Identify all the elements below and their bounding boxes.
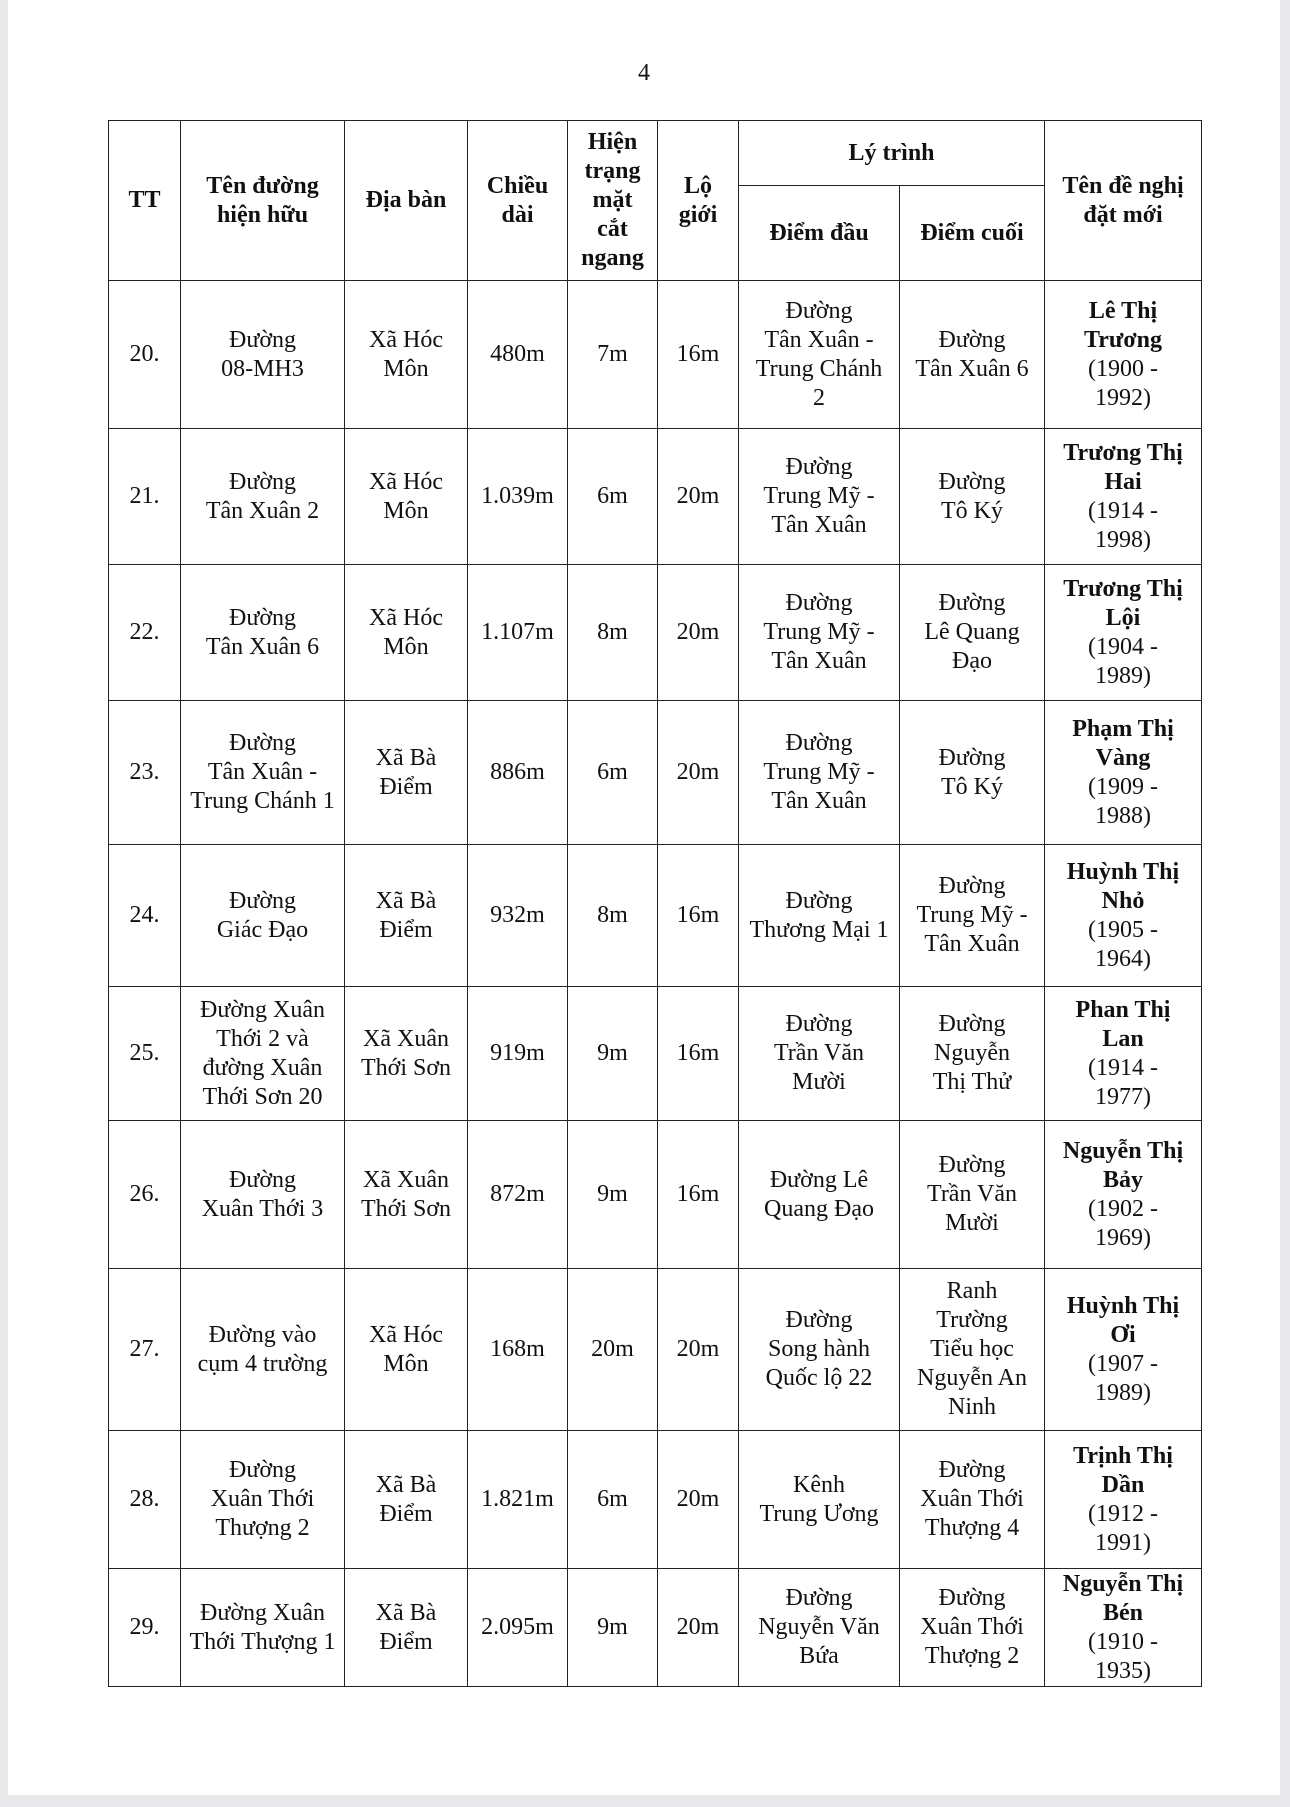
cell-dia-ban: Xã Xuân Thới Sơn <box>345 1121 468 1269</box>
cell-diem-cuoi: Ranh Trường Tiểu học Nguyễn An Ninh <box>900 1269 1045 1431</box>
header-dia-ban: Địa bàn <box>345 121 468 281</box>
header-chieu-dai: Chiều dài <box>468 121 568 281</box>
cell-diem-dau: Kênh Trung Ương <box>739 1431 900 1569</box>
cell-ten-de-nghi: Trương Thị Lội (1904 - 1989) <box>1045 565 1202 701</box>
cell-ten-de-nghi: Huỳnh Thị Nhỏ (1905 - 1964) <box>1045 845 1202 987</box>
cell-hien-trang: 7m <box>568 281 658 429</box>
cell-diem-dau: Đường Nguyễn Văn Bứa <box>739 1569 900 1687</box>
cell-lo-gioi: 20m <box>658 1269 739 1431</box>
cell-ten-de-nghi: Nguyễn Thị Bén (1910 - 1935) <box>1045 1569 1202 1687</box>
cell-diem-dau: Đường Trung Mỹ - Tân Xuân <box>739 429 900 565</box>
cell-ten-de-nghi: Lê Thị Trương (1900 - 1992) <box>1045 281 1202 429</box>
cell-diem-cuoi: Đường Xuân Thới Thượng 4 <box>900 1431 1045 1569</box>
cell-hien-trang: 8m <box>568 565 658 701</box>
cell-tt: 26. <box>109 1121 181 1269</box>
cell-ten-de-nghi: Huỳnh Thị Ơi (1907 - 1989) <box>1045 1269 1202 1431</box>
cell-diem-dau: Đường Trung Mỹ - Tân Xuân <box>739 701 900 845</box>
cell-ten-de-nghi: Nguyễn Thị Bảy (1902 - 1969) <box>1045 1121 1202 1269</box>
table-row <box>109 1569 1202 1687</box>
cell-diem-cuoi: Đường Nguyễn Thị Thử <box>900 987 1045 1121</box>
cell-chieu-dai: 1.039m <box>468 429 568 565</box>
cell-ten-de-nghi: Phạm Thị Vàng (1909 - 1988) <box>1045 701 1202 845</box>
cell-hien-trang: 6m <box>568 701 658 845</box>
page-number: 4 <box>638 60 650 86</box>
cell-ten-de-nghi: Trịnh Thị Dần (1912 - 1991) <box>1045 1431 1202 1569</box>
table-row <box>109 281 1202 429</box>
cell-lo-gioi: 16m <box>658 845 739 987</box>
table-row <box>109 1121 1202 1269</box>
cell-diem-cuoi: Đường Tô Ký <box>900 701 1045 845</box>
cell-lo-gioi: 16m <box>658 281 739 429</box>
cell-chieu-dai: 886m <box>468 701 568 845</box>
header-hien-trang: Hiện trạng mặt cắt ngang <box>568 121 658 281</box>
cell-chieu-dai: 2.095m <box>468 1569 568 1687</box>
cell-ten-duong: Đường 08-MH3 <box>181 281 345 429</box>
cell-dia-ban: Xã Bà Điểm <box>345 845 468 987</box>
cell-dia-ban: Xã Bà Điểm <box>345 1431 468 1569</box>
table-row <box>109 845 1202 987</box>
cell-hien-trang: 6m <box>568 1431 658 1569</box>
cell-hien-trang: 8m <box>568 845 658 987</box>
cell-hien-trang: 9m <box>568 1569 658 1687</box>
cell-chieu-dai: 932m <box>468 845 568 987</box>
street-naming-table <box>108 120 1202 1687</box>
table-row <box>109 565 1202 701</box>
header-ten-de-nghi: Tên đề nghị đặt mới <box>1045 121 1202 281</box>
cell-chieu-dai: 1.107m <box>468 565 568 701</box>
cell-diem-dau: Đường Tân Xuân - Trung Chánh 2 <box>739 281 900 429</box>
cell-dia-ban: Xã Bà Điểm <box>345 1569 468 1687</box>
cell-dia-ban: Xã Hóc Môn <box>345 565 468 701</box>
cell-dia-ban: Xã Hóc Môn <box>345 281 468 429</box>
cell-tt: 27. <box>109 1269 181 1431</box>
cell-lo-gioi: 16m <box>658 987 739 1121</box>
cell-ten-duong: Đường Giác Đạo <box>181 845 345 987</box>
cell-lo-gioi: 20m <box>658 429 739 565</box>
cell-tt: 20. <box>109 281 181 429</box>
header-row-1 <box>109 121 1202 186</box>
header-diem-cuoi: Điểm cuối <box>900 186 1045 281</box>
table-row <box>109 1431 1202 1569</box>
cell-ten-de-nghi: Trương Thị Hai (1914 - 1998) <box>1045 429 1202 565</box>
cell-diem-cuoi: Đường Tân Xuân 6 <box>900 281 1045 429</box>
table-row <box>109 701 1202 845</box>
cell-diem-cuoi: Đường Tô Ký <box>900 429 1045 565</box>
cell-diem-dau: Đường Song hành Quốc lộ 22 <box>739 1269 900 1431</box>
header-tt: TT <box>109 121 181 281</box>
cell-tt: 25. <box>109 987 181 1121</box>
cell-diem-cuoi: Đường Xuân Thới Thượng 2 <box>900 1569 1045 1687</box>
cell-ten-duong: Đường Tân Xuân 2 <box>181 429 345 565</box>
cell-ten-duong: Đường Tân Xuân - Trung Chánh 1 <box>181 701 345 845</box>
cell-dia-ban: Xã Bà Điểm <box>345 701 468 845</box>
table-row <box>109 429 1202 565</box>
cell-ten-duong: Đường Xuân Thới Thượng 1 <box>181 1569 345 1687</box>
cell-lo-gioi: 20m <box>658 701 739 845</box>
cell-dia-ban: Xã Hóc Môn <box>345 1269 468 1431</box>
cell-ten-duong: Đường Xuân Thới Thượng 2 <box>181 1431 345 1569</box>
cell-chieu-dai: 872m <box>468 1121 568 1269</box>
document-page <box>8 0 1280 1795</box>
cell-chieu-dai: 480m <box>468 281 568 429</box>
cell-tt: 22. <box>109 565 181 701</box>
cell-lo-gioi: 20m <box>658 1431 739 1569</box>
cell-tt: 21. <box>109 429 181 565</box>
cell-hien-trang: 9m <box>568 987 658 1121</box>
header-ly-trinh: Lý trình <box>739 121 1045 186</box>
cell-lo-gioi: 16m <box>658 1121 739 1269</box>
cell-tt: 28. <box>109 1431 181 1569</box>
cell-chieu-dai: 1.821m <box>468 1431 568 1569</box>
cell-diem-dau: Đường Thương Mại 1 <box>739 845 900 987</box>
cell-dia-ban: Xã Xuân Thới Sơn <box>345 987 468 1121</box>
cell-hien-trang: 6m <box>568 429 658 565</box>
cell-chieu-dai: 168m <box>468 1269 568 1431</box>
cell-lo-gioi: 20m <box>658 565 739 701</box>
cell-tt: 29. <box>109 1569 181 1687</box>
cell-lo-gioi: 20m <box>658 1569 739 1687</box>
cell-diem-dau: Đường Lê Quang Đạo <box>739 1121 900 1269</box>
table-row <box>109 1269 1202 1431</box>
table-row <box>109 987 1202 1121</box>
cell-ten-duong: Đường Tân Xuân 6 <box>181 565 345 701</box>
cell-diem-cuoi: Đường Trung Mỹ - Tân Xuân <box>900 845 1045 987</box>
cell-diem-dau: Đường Trần Văn Mười <box>739 987 900 1121</box>
header-diem-dau: Điểm đầu <box>739 186 900 281</box>
header-lo-gioi: Lộ giới <box>658 121 739 281</box>
cell-ten-duong: Đường Xuân Thới 3 <box>181 1121 345 1269</box>
cell-ten-duong: Đường Xuân Thới 2 và đường Xuân Thới Sơn 20 <box>181 987 345 1121</box>
cell-dia-ban: Xã Hóc Môn <box>345 429 468 565</box>
cell-ten-duong: Đường vào cụm 4 trường <box>181 1269 345 1431</box>
cell-hien-trang: 9m <box>568 1121 658 1269</box>
table-body <box>109 281 1202 1687</box>
cell-diem-cuoi: Đường Trần Văn Mười <box>900 1121 1045 1269</box>
cell-tt: 23. <box>109 701 181 845</box>
cell-ten-de-nghi: Phan Thị Lan (1914 - 1977) <box>1045 987 1202 1121</box>
cell-chieu-dai: 919m <box>468 987 568 1121</box>
header-ten-duong: Tên đường hiện hữu <box>181 121 345 281</box>
cell-diem-dau: Đường Trung Mỹ - Tân Xuân <box>739 565 900 701</box>
cell-hien-trang: 20m <box>568 1269 658 1431</box>
cell-diem-cuoi: Đường Lê Quang Đạo <box>900 565 1045 701</box>
cell-tt: 24. <box>109 845 181 987</box>
